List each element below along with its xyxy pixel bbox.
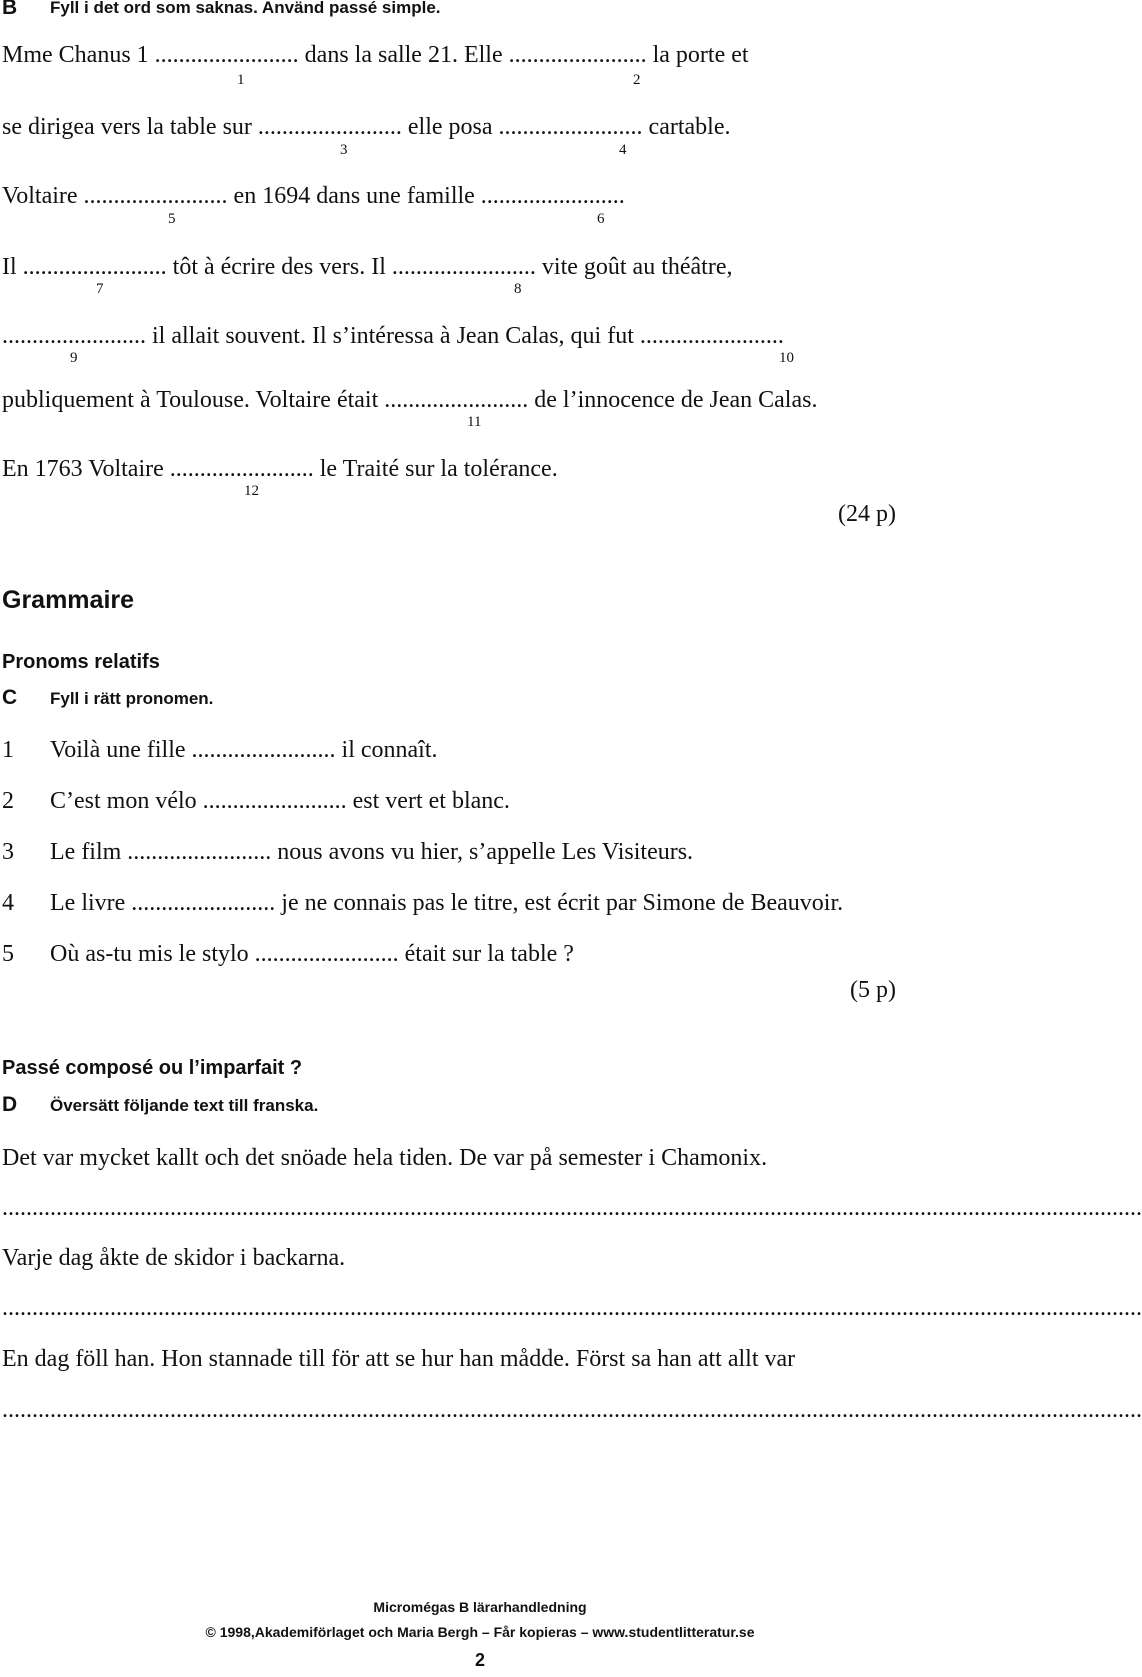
exercise-c-instruction: Fyll i rätt pronomen. (50, 689, 214, 708)
exercise-b-line-4: Il ........................ tôt à écrire des vers. Il ........................ vite goût au théâtre, (2, 254, 733, 280)
answer-line: .............................................................................................................................................................................................. (2, 1295, 1142, 1321)
blank-number: 9 (70, 350, 78, 366)
exercise-c-item-text: Où as-tu mis le stylo ........................ était sur la table ? (50, 941, 574, 967)
exercise-b-line-2: se dirigea vers la table sur ........................ elle posa ........................ cartable. (2, 114, 731, 140)
exercise-d-sentence-3: En dag föll han. Hon stannade till för att se hur han mådde. Först sa han att allt var (2, 1346, 796, 1372)
footer-copyright: © 1998,Akademiförlaget och Maria Bergh – Får kopieras – www.studentlitteratur.se (205, 1624, 755, 1640)
blank-number: 3 (340, 142, 348, 158)
blank-number: 11 (467, 414, 482, 430)
exercise-c-item-text: Le film ........................ nous avons vu hier, s’appelle Les Visiteurs. (50, 839, 694, 865)
exercise-b-letter: B (2, 0, 18, 19)
exercise-d-letter: D (2, 1093, 18, 1116)
blank-number: 12 (244, 483, 259, 499)
exercise-b-line-6: publiquement à Toulouse. Voltaire était ........................ de l’innocence de Jean Calas. (2, 387, 818, 413)
blank-number: 6 (597, 211, 605, 227)
exercise-c-item-text: Le livre ........................ je ne connais pas le titre, est écrit par Simone de Beauvoir. (50, 890, 844, 916)
exercise-c-item-number: 4 (2, 890, 14, 916)
exercise-c-item-text: Voilà une fille ........................ il connaît. (50, 737, 438, 763)
exercise-c-points: (5 p) (850, 977, 896, 1003)
exercise-b-line-7: En 1763 Voltaire ........................ le Traité sur la tolérance. (2, 456, 558, 482)
section-heading-grammaire: Grammaire (2, 586, 135, 614)
exercise-c-letter: C (2, 686, 18, 709)
exercise-c-item-number: 3 (2, 839, 14, 865)
blank-number: 7 (96, 281, 104, 297)
blank-number: 1 (237, 72, 245, 88)
exercise-b-instruction: Fyll i det ord som saknas. Använd passé simple. (50, 0, 441, 17)
answer-line: .............................................................................................................................................................................................. (2, 1195, 1142, 1221)
exercise-b-points: (24 p) (838, 501, 896, 527)
exercise-c-item-number: 5 (2, 941, 14, 967)
exercise-b-line-3: Voltaire ........................ en 1694 dans une famille ........................ (2, 183, 625, 209)
blank-number: 10 (779, 350, 794, 366)
exercise-c-item-number: 1 (2, 737, 14, 763)
footer-book-title: Micromégas B lärarhandledning (373, 1599, 587, 1615)
answer-line: .............................................................................................................................................................................................. (2, 1397, 1142, 1423)
subheading-pronoms-relatifs: Pronoms relatifs (2, 651, 160, 673)
blank-number: 4 (619, 142, 627, 158)
exercise-b-line-5: ........................ il allait souvent. Il s’intéressa à Jean Calas, qui fut ........................ (2, 323, 784, 349)
exercise-c-item-text: C’est mon vélo ........................ est vert et blanc. (50, 788, 510, 814)
exercise-d-instruction: Översätt följande text till franska. (50, 1096, 319, 1115)
exercise-c-item-number: 2 (2, 788, 14, 814)
exercise-d-sentence-1: Det var mycket kallt och det snöade hela tiden. De var på semester i Chamonix. (2, 1145, 768, 1171)
exercise-d-sentence-2: Varje dag åkte de skidor i backarna. (2, 1245, 346, 1271)
blank-number: 5 (168, 211, 176, 227)
blank-number: 8 (514, 281, 522, 297)
subheading-passe-compose-imparfait: Passé composé ou l’imparfait ? (2, 1057, 303, 1079)
exercise-b-line-1: Mme Chanus 1 ........................ dans la salle 21. Elle ....................... la porte et (2, 42, 749, 68)
page-number: 2 (474, 1650, 485, 1670)
blank-number: 2 (633, 72, 641, 88)
